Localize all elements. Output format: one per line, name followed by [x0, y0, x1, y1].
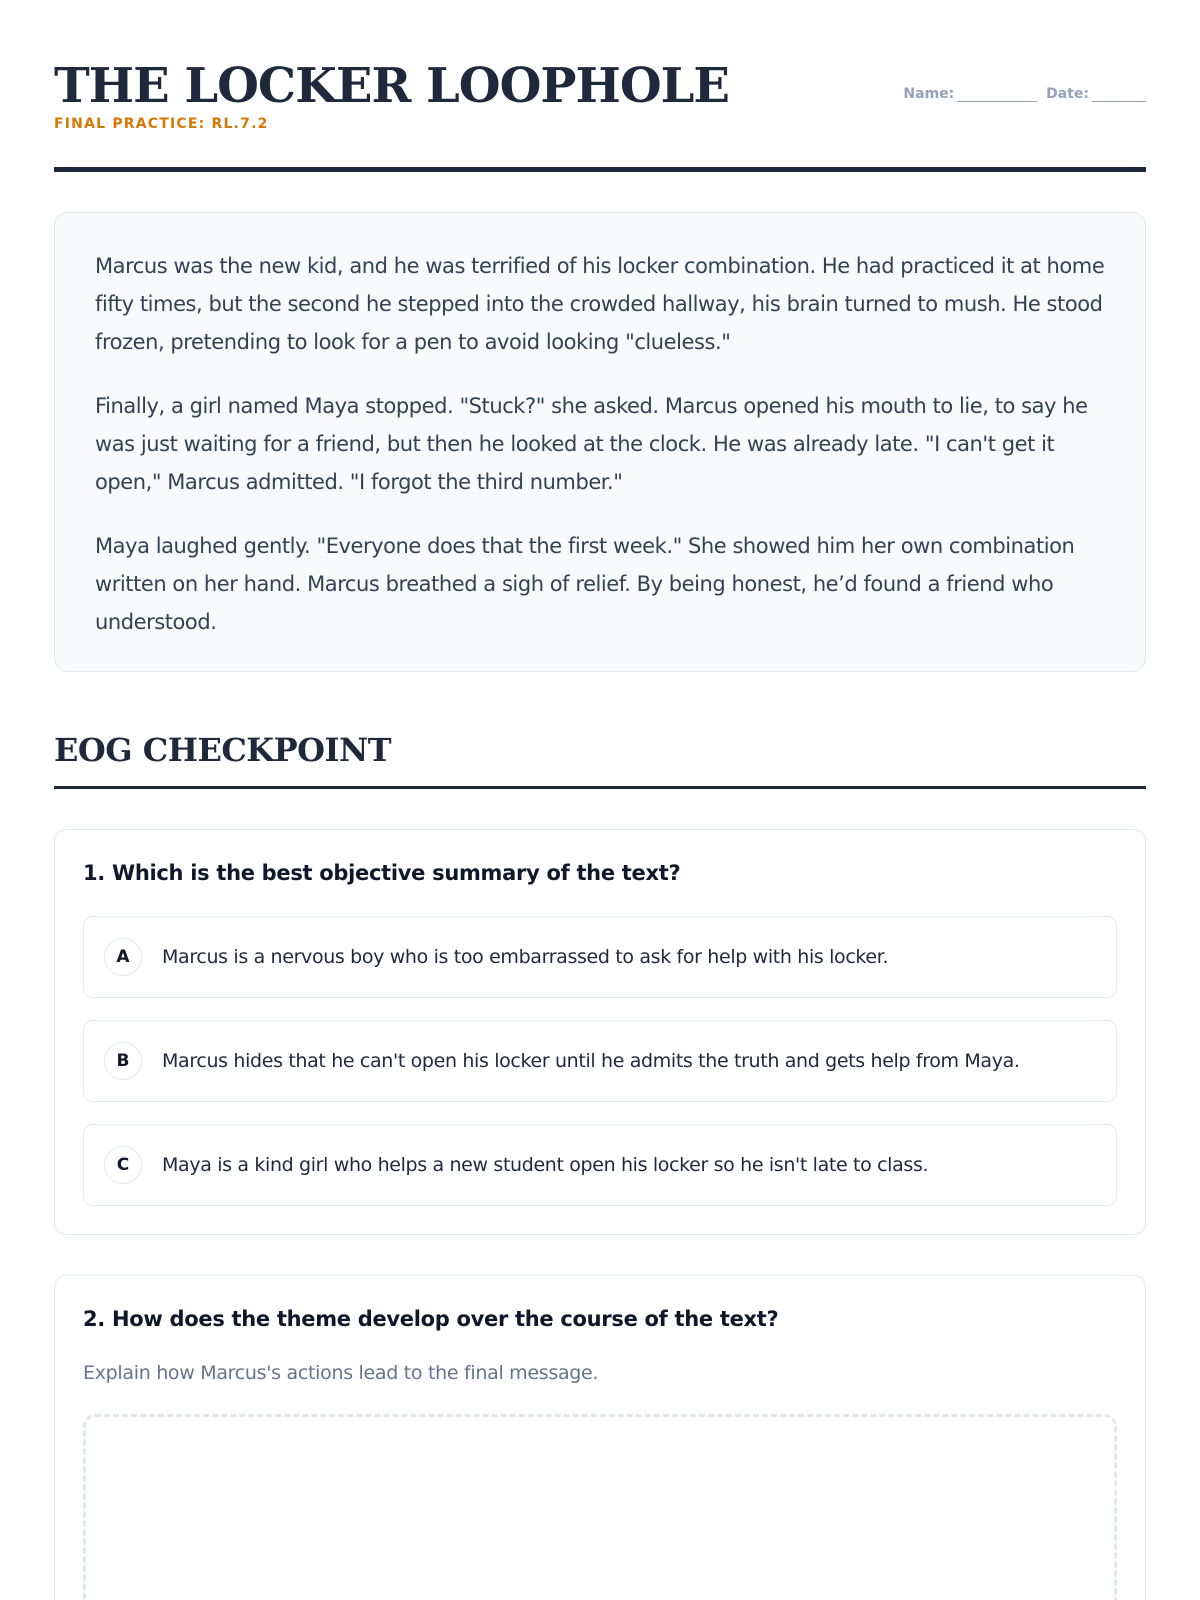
question-card-1 — [54, 829, 1146, 1235]
page-subtitle: FINAL PRACTICE: RL.7.2 — [54, 116, 269, 132]
choice-letter-badge: B — [104, 1042, 142, 1080]
worksheet-header — [54, 0, 1146, 172]
reading-passage — [54, 212, 1146, 672]
choice-letter-badge: C — [104, 1146, 142, 1184]
choice-b[interactable] — [83, 1020, 1117, 1102]
question-text: 1. Which is the best objective summary of the text? — [83, 861, 681, 885]
choice-letter-badge: A — [104, 938, 142, 976]
date-blank[interactable] — [1092, 101, 1146, 102]
page-title: THE LOCKER LOOPHOLE — [54, 58, 730, 114]
name-date-fields — [903, 86, 1146, 102]
section-title: EOG CHECKPOINT — [54, 728, 1146, 789]
choice-c[interactable] — [83, 1124, 1117, 1206]
question-text: 2. How does the theme develop over the course of the text? — [83, 1307, 779, 1331]
answer-choices — [83, 916, 1117, 1206]
question-card-2 — [54, 1275, 1146, 1600]
choice-a[interactable] — [83, 916, 1117, 998]
name-label: Name: — [903, 86, 955, 102]
choice-text: Maya is a kind girl who helps a new student open his locker so he isn't late to class. — [162, 1154, 929, 1176]
passage-paragraph: Finally, a girl named Maya stopped. "Stuck?" she asked. Marcus opened his mouth to lie, to say he was just waiting for a friend, but then he looked at the clock. He was already late. "I can't get it open," Marcus admitted. "I forgot the third number." — [95, 394, 1088, 494]
question-hint: Explain how Marcus's actions lead to the final message. — [83, 1362, 599, 1384]
answer-textarea[interactable] — [83, 1414, 1117, 1600]
passage-paragraph: Maya laughed gently. "Everyone does that the first week." She showed him her own combination written on her hand. Marcus breathed a sigh of relief. By being honest, he’d found a friend who understood. — [95, 534, 1075, 634]
name-blank[interactable] — [957, 101, 1037, 102]
choice-text: Marcus hides that he can't open his locker until he admits the truth and gets help from Maya. — [162, 1050, 1020, 1072]
choice-text: Marcus is a nervous boy who is too embarrassed to ask for help with his locker. — [162, 946, 889, 968]
date-label: Date: — [1046, 86, 1089, 102]
passage-paragraph: Marcus was the new kid, and he was terrified of his locker combination. He had practiced it at home fifty times, but the second he stepped into the crowded hallway, his brain turned to mush. He stood frozen, pretending to look for a pen to avoid looking "clueless." — [95, 254, 1105, 354]
